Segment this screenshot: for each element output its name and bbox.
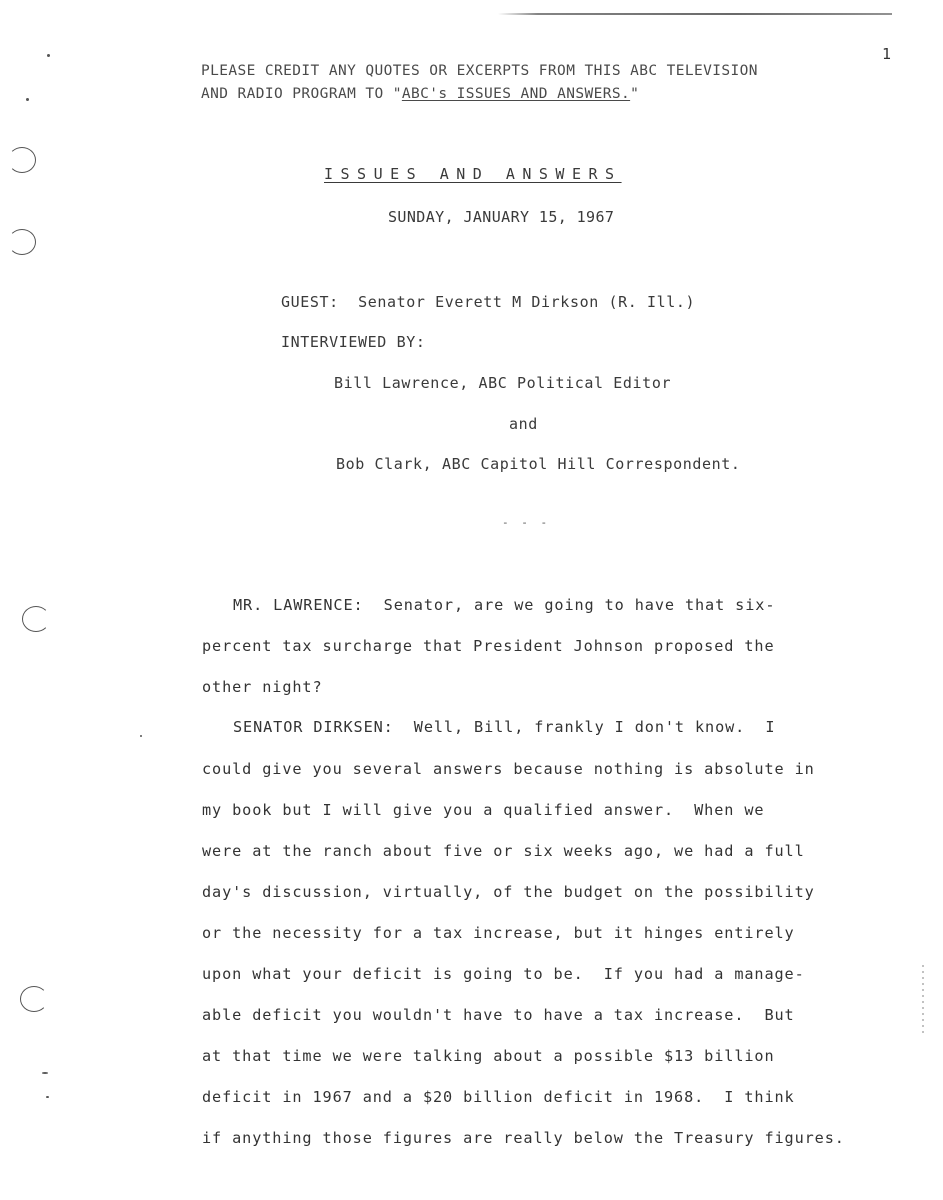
credit-note-line-1: PLEASE CREDIT ANY QUOTES OR EXCERPTS FROM THIS ABC TELEVISION — [201, 63, 758, 79]
speck-mark — [46, 1096, 49, 1098]
punch-hole-icon — [8, 229, 36, 255]
page-number: 1 — [882, 45, 892, 63]
transcript-line: MR. LAWRENCE: Senator, are we going to have that six- — [233, 596, 776, 614]
transcript-line: able deficit you wouldn't have to have a tax increase. But — [202, 1006, 795, 1024]
punch-hole-icon — [8, 147, 36, 173]
credit-note-prefix: AND RADIO PROGRAM TO " — [201, 86, 402, 102]
edge-scan-marks — [922, 965, 924, 1035]
interviewer-1: Bill Lawrence, ABC Political Editor — [334, 374, 672, 392]
interviewer-2: Bob Clark, ABC Capitol Hill Correspondent. — [336, 455, 741, 473]
transcript-line: could give you several answers because nothing is absolute in — [202, 760, 815, 778]
transcript-line: percent tax surcharge that President Johnson proposed the — [202, 637, 775, 655]
speck-mark — [26, 98, 29, 101]
transcript-line: day's discussion, virtually, of the budget on the possibility — [202, 883, 815, 901]
transcript-line: at that time we were talking about a possible $13 billion — [202, 1047, 775, 1065]
guest-name: Senator Everett M Dirkson (R. Ill.) — [358, 293, 696, 311]
broadcast-date: SUNDAY, JANUARY 15, 1967 — [388, 208, 615, 226]
interviewer-conjunction: and — [509, 415, 538, 433]
transcript-line: were at the ranch about five or six weeks ago, we had a full — [202, 842, 805, 860]
guest-line — [281, 293, 695, 311]
top-rule-line — [498, 13, 892, 15]
transcript-line: if anything those figures are really below the Treasury figures. — [202, 1129, 845, 1147]
transcript-line: my book but I will give you a qualified answer. When we — [202, 801, 765, 819]
credit-note-suffix: " — [630, 86, 640, 102]
program-name: ABC's ISSUES AND ANSWERS. — [401, 86, 631, 102]
section-separator: - - - — [502, 516, 551, 529]
speck-mark — [140, 735, 142, 737]
punch-hole-icon — [20, 986, 48, 1012]
transcript-line: upon what your deficit is going to be. If you had a manage- — [202, 965, 805, 983]
punch-hole-icon — [22, 606, 50, 632]
speck-mark — [47, 54, 50, 57]
credit-note-line-2 — [201, 86, 639, 102]
interviewed-by-label: INTERVIEWED BY: — [281, 333, 426, 351]
transcript-line: SENATOR DIRKSEN: Well, Bill, frankly I don't know. I — [233, 718, 776, 736]
guest-label: GUEST: — [281, 293, 339, 311]
transcript-line: other night? — [202, 678, 323, 696]
program-title: ISSUES AND ANSWERS — [324, 165, 622, 183]
speck-mark — [42, 1072, 48, 1074]
transcript-line: deficit in 1967 and a $20 billion deficit in 1968. I think — [202, 1088, 795, 1106]
transcript-line: or the necessity for a tax increase, but it hinges entirely — [202, 924, 795, 942]
